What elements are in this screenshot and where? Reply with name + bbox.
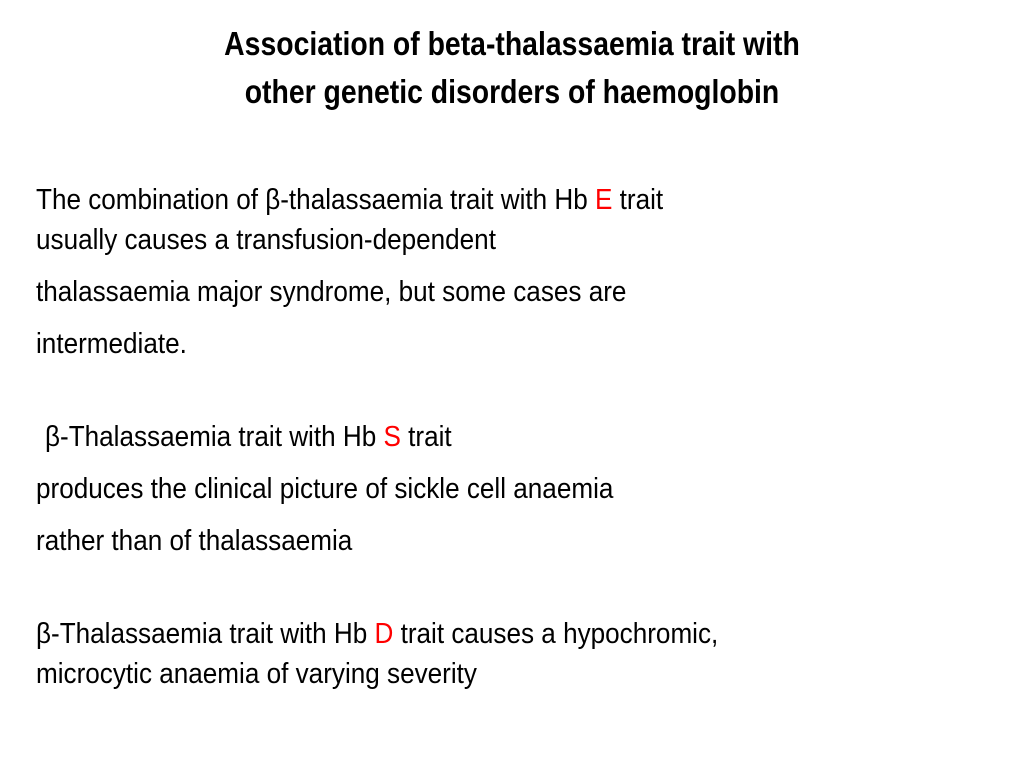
para3-text-after: trait causes a hypochromic,: [393, 618, 719, 650]
slide-title: [123, 20, 900, 116]
para1-text-after: trait: [612, 184, 664, 216]
para3-line-2: microcytic anaemia of varying severity: [36, 658, 477, 690]
para3-line-1: [36, 614, 900, 654]
para2-text-before: β-Thalassaemia trait with Hb: [45, 421, 384, 453]
hb-e-highlight: E: [595, 184, 613, 216]
hb-s-highlight: S: [383, 421, 401, 453]
hb-d-highlight: D: [374, 618, 394, 650]
para1-line-2: usually causes a transfusion-dependent: [36, 224, 496, 256]
title-line-2: other genetic disorders of haemoglobin: [244, 73, 780, 110]
para2-text-after: trait: [400, 421, 452, 453]
paragraph-hb-s: [36, 417, 900, 561]
para1-text-before: The combination of β-thalassaemia trait with Hb: [36, 184, 596, 216]
paragraph-hb-e: [36, 180, 900, 364]
slide-body: [36, 180, 900, 694]
para2-line-2: produces the clinical picture of sickle cell anaemia: [36, 473, 614, 505]
para3-text-before: β-Thalassaemia trait with Hb: [36, 618, 375, 650]
para1-line-1: [36, 180, 900, 220]
paragraph-hb-d: [36, 614, 900, 694]
para2-line-1: [36, 417, 900, 457]
para2-line-3: rather than of thalassaemia: [36, 525, 353, 557]
para1-line-3: thalassaemia major syndrome, but some cases are: [36, 276, 627, 308]
para1-line-4: intermediate.: [36, 328, 187, 360]
title-line-1: Association of beta-thalassaemia trait with: [224, 25, 800, 62]
